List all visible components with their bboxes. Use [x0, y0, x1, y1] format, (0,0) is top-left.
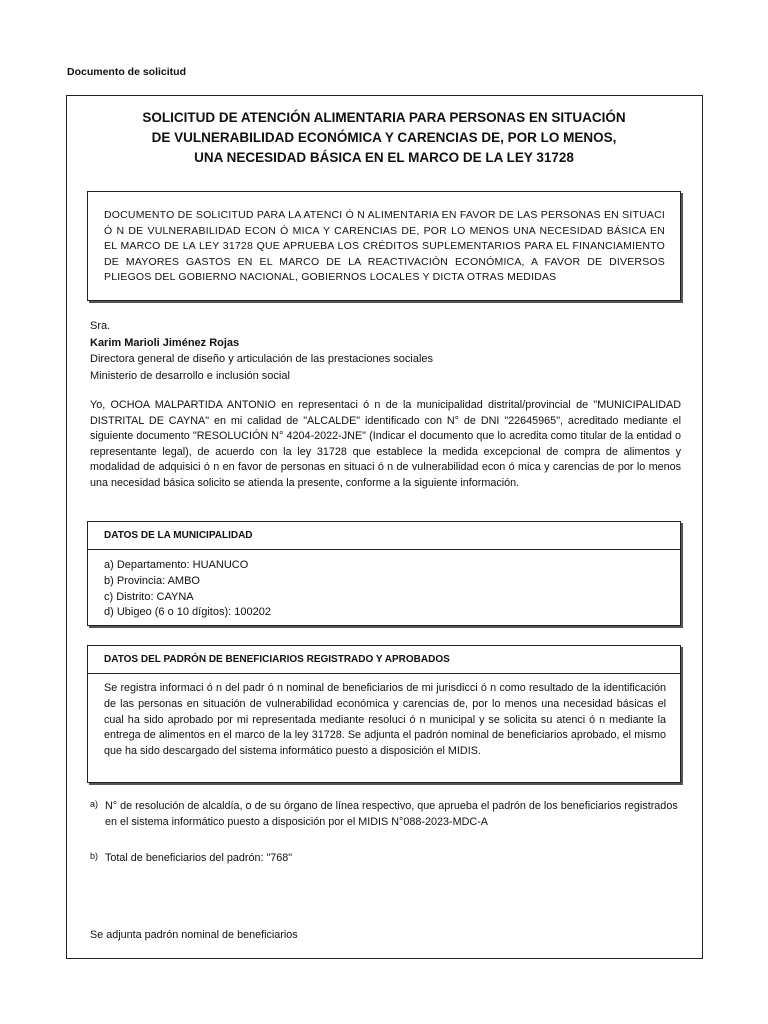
request-paragraph: Yo, OCHOA MALPARTIDA ANTONIO en representaci ó n de la municipalidad distrital/provincial de "MUNICIPALIDAD DISTRITAL DE CAYNA" en mi calidad de "ALCALDE" identificado con N° de DNI "22645965", acreditado mediante el siguiente documento "RESOLUCIÓN N° 4204-2022-JNE" (Indicar el documento que lo acredita como titular de la entidad o representante legal), de acuerdo con la ley 31728 que establece la medida excepcional de compra de alimentos y modalidad de adquisici ó n en favor de personas en situaci ó n de vulnerabilidad econ ó mica y carencias de por lo menos una necesidad básica solicito se atienda la presente, conforme a la siguiente información. — [90, 399, 681, 489]
recipient-position: Directora general de diseño y articulación de las prestaciones sociales — [90, 353, 434, 365]
recipient-salutation: Sra. — [90, 320, 111, 332]
document-label: Documento de solicitud — [67, 66, 187, 78]
title-line-1: SOLICITUD DE ATENCIÓN ALIMENTARIA PARA PERSONAS EN SITUACIÓN — [142, 110, 626, 125]
municipality-district: c) Distrito: CAYNA — [104, 590, 194, 603]
document-title — [0, 108, 768, 168]
recipient-name: Karim Marioli Jiménez Rojas — [90, 336, 240, 349]
item-marker: b) — [90, 851, 99, 861]
item-text-resolution: N° de resolución de alcaldía, o de su órgano de línea respectivo, que aprueba el padrón de los beneficiarios registrados en el sistema informático puesto a disposición por el MIDIS N°088-2023-MDC-A — [105, 800, 678, 828]
padron-text: Se registra informaci ó n del padr ó n nominal de beneficiarios de mi jurisdicci ó n como resultado de la identificación de las personas en situación de vulnerabilidad económica y carencias de, por lo menos una necesidad básicas el cual ha sido aprobado por mi representada mediante resoluci ó n municipal y se solicita su atenci ó n mediante la entrega de alimentos en el marco de la ley 31728. Se adjunta el padrón nominal de beneficiarios aprobado, el mismo que ha sido descargado del sistema informático puesto a disposición el MIDIS. — [104, 682, 666, 758]
padron-header: DATOS DEL PADRÓN DE BENEFICIARIOS REGISTRADO Y APROBADOS — [104, 654, 450, 665]
item-text-total: Total de beneficiarios del padrón: "768" — [105, 852, 293, 864]
municipality-province: b) Provincia: AMBO — [104, 574, 200, 587]
item-marker: a) — [90, 799, 99, 809]
recipient-ministry: Ministerio de desarrollo e inclusión social — [90, 369, 290, 382]
intro-text: DOCUMENTO DE SOLICITUD PARA LA ATENCI Ó N ALIMENTARIA EN FAVOR DE LAS PERSONAS EN SITUACI Ó N DE VULNERABILIDAD ECON Ó MICA Y CARENCIAS DE, POR LO MENOS UNA NECESIDAD BÁSICA EN EL MARCO DE LA LEY 31728 QUE APRUEBA LOS CRÉDITOS SUPLEMENTARIOS PARA EL FINANCIAMIENTO DE MAYORES GASTOS EN EL MARCO DE LA REACTIVACIÓN ECONÓMICA, A FAVOR DE DIVERSOS PLIEGOS DEL GOBIERNO NACIONAL, GOBIERNOS LOCALES Y DICTA OTRAS MEDIDAS — [104, 209, 665, 283]
municipality-list — [104, 558, 604, 621]
municipality-header: DATOS DE LA MUNICIPALIDAD — [104, 530, 253, 541]
title-line-3: UNA NECESIDAD BÁSICA EN EL MARCO DE LA LEY 31728 — [194, 150, 574, 165]
list-item — [90, 799, 690, 830]
municipality-ubigeo: d) Ubigeo (6 o 10 dígitos): 100202 — [104, 606, 271, 619]
municipality-department: a) Departamento: HUANUCO — [104, 559, 249, 571]
footer-note: Se adjunta padrón nominal de beneficiarios — [90, 929, 298, 941]
recipient-block — [90, 318, 690, 384]
list-item — [90, 851, 690, 867]
title-line-2: DE VULNERABILIDAD ECONÓMICA Y CARENCIAS DE, POR LO MENOS, — [151, 130, 617, 145]
